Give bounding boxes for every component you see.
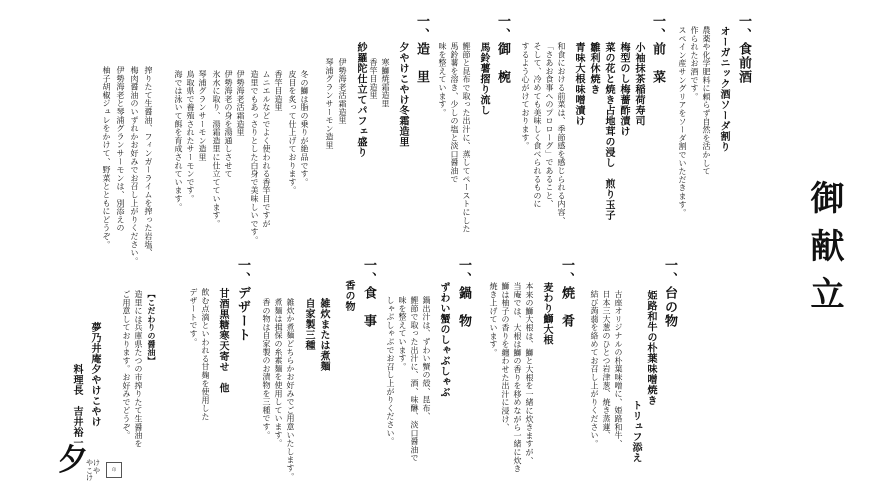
course-item: 馬鈴薯摺り流し bbox=[478, 42, 489, 116]
course-description: ムニエルなどでよく使われる香竿目ですが bbox=[262, 70, 271, 228]
course-description: 味を整えています。 bbox=[398, 296, 407, 371]
course-description: 和食における前菜は、季節感を感じられる内容、 bbox=[557, 42, 566, 225]
course-item: 菜の花と焼き占地茸の浸し 煎り玉子 bbox=[603, 42, 614, 221]
page-title: 御献立 bbox=[804, 180, 844, 324]
course-item: 香の物 bbox=[343, 280, 354, 312]
course-description: 日本三大葱のひとつ岩津葱、焼き蒸蓮、 bbox=[602, 290, 611, 440]
course-description: 伊勢海老と琴浦グランサーモンは、別添えの bbox=[116, 66, 125, 232]
course-heading-owan: 一、御 椀 bbox=[495, 14, 510, 84]
course-item: 雛利休焼き bbox=[588, 42, 599, 95]
course-description: 雑炊か煮麺どちらかお好みでご用意いたします。 bbox=[286, 298, 295, 481]
course-description: 作られたお酒です。 bbox=[690, 26, 699, 101]
course-description: 梅肉醤油のいずれかお好みでお召し上がりください。 bbox=[130, 66, 139, 266]
course-item: オーガニック酒ソーダ割り bbox=[718, 26, 729, 152]
course-description: 伊勢海老の身を湯通しさせて bbox=[224, 70, 233, 178]
course-description: スペイン産サングリアをソーダ割でいただきます。 bbox=[678, 26, 687, 217]
course-item: 紗羅陀仕立てパフェ盛り bbox=[355, 42, 366, 158]
logo-mark: 夕 bbox=[58, 443, 88, 478]
course-description: 鰹節と昆布で取った出汁に、蒸してペーストにした bbox=[462, 42, 471, 233]
course-item: 夕やけこやけ冬霜造里 bbox=[397, 42, 408, 147]
course-description: 当庵では、大根は鰤の香りを移めながら一緒に炊き bbox=[513, 282, 522, 473]
logo-seal: 印 bbox=[106, 462, 122, 478]
course-description: 冬の鰤は脂の乗りが絶品です。 bbox=[300, 70, 309, 187]
course-description: 伊勢海老活霜造里 bbox=[338, 58, 347, 125]
course-item: 甘酒黒糖寒天寄せ 他 bbox=[217, 288, 228, 393]
course-description: 伊勢海老活霜造里 bbox=[236, 70, 245, 137]
course-item: 自家製三種 bbox=[303, 298, 314, 351]
course-description: 古座オリジナルの朴葉味噌に、姫路和牛、 bbox=[614, 290, 623, 448]
course-description: 馬鈴薯を溶き、少しの塩と淡口醤油で bbox=[450, 42, 459, 184]
shop-name: 夢乃井庵夕やけこやけ bbox=[89, 322, 100, 427]
course-heading-shokuzen: 一、食前酒 bbox=[736, 14, 751, 84]
course-description: 鳥取県で養殖されたサーモンです。 bbox=[186, 70, 195, 203]
course-heading-yakimono: 一、焼 肴 bbox=[559, 258, 574, 328]
course-description: 鰤は柚子の香りを纏わせた出汁に浸け、 bbox=[501, 282, 510, 432]
kodawari-heading: 【こだわりの醤油】 bbox=[147, 290, 157, 365]
course-description: 飲む点滴といわれる甘麹を使用した bbox=[201, 288, 210, 421]
course-description: 寒鰤焼霜造里 bbox=[381, 58, 390, 108]
course-description: 海では泳いて餌を育成されています。 bbox=[174, 70, 183, 212]
course-description: 鍋出汁は、ずわい蟹の殻、昆布、 bbox=[422, 296, 431, 421]
course-description: 本来の鰤大根は、鰤と大根を一緒に炊きますが、 bbox=[525, 282, 534, 465]
chef-name: 料理長 吉井裕一 bbox=[71, 364, 82, 448]
course-description: 琴浦グランサーモン造里 bbox=[198, 70, 207, 162]
course-heading-shokuji: 一、食 事 bbox=[361, 258, 376, 328]
course-description: 結び蒟蒻を絡めてお召し上がりください。 bbox=[590, 290, 599, 448]
course-heading-zensai: 一、前 菜 bbox=[650, 14, 665, 84]
course-description: 焼き上げています。 bbox=[489, 282, 498, 357]
course-description: 煮麺は揖保の糸素麺を使用しています。 bbox=[274, 298, 283, 448]
course-description: 造里でもあっさりとした白身で美味しいです。 bbox=[250, 70, 259, 245]
course-description: そして、冷めても美味しく食べられるものに bbox=[533, 42, 542, 208]
course-description: 農薬や化学肥料に頼らず自然を活かして bbox=[702, 26, 711, 176]
course-description: 氷水に取り、湯霜造里に仕立てています。 bbox=[212, 70, 221, 228]
logo-text: やけこやけ bbox=[86, 459, 100, 483]
course-description: 香竿目造里 bbox=[274, 70, 283, 112]
course-item: 青味大根味噌漬け bbox=[573, 42, 584, 126]
course-description: 香の物は自家製のお漬物を三種です。 bbox=[262, 298, 271, 440]
course-heading-dessert: 一、デザート bbox=[235, 258, 250, 342]
course-item: 小袖抹茶稲荷寿司 bbox=[633, 42, 644, 126]
course-item: 梅型のし梅薔酢漬け bbox=[618, 42, 629, 137]
course-heading-tsukuri: 一、造 里 bbox=[414, 14, 429, 84]
course-description: しゃぶしゃぶでお召し上がりください。 bbox=[386, 296, 395, 446]
course-description: 味を整えています。 bbox=[438, 42, 447, 117]
course-description: 皮目を炙って仕上げております。 bbox=[288, 70, 297, 195]
course-description: 搾りたて生醤油、フィンガーライムを搾った岩塩、 bbox=[144, 66, 153, 257]
course-heading-dainomono: 一、台の物 bbox=[662, 258, 677, 328]
course-description: 「さあお食事へのプロローグ」であること、 bbox=[545, 42, 554, 208]
course-description: するよう心がけております。 bbox=[521, 42, 530, 150]
course-item: 雑炊または煮麺 bbox=[318, 298, 329, 372]
course-description: 香竿目造里 bbox=[369, 58, 378, 100]
course-description: 柚子胡椒ジュレをかけて、野菜とともにどうぞ。 bbox=[102, 66, 111, 249]
course-description: 琴浦グランサーモン造里 bbox=[325, 58, 334, 150]
kodawari-text: ご用意しております。お好みでどうぞ。 bbox=[122, 290, 131, 440]
course-item: 麦わり鰤大根 bbox=[541, 282, 552, 345]
course-description: デザートです。 bbox=[189, 288, 198, 347]
course-heading-nabemono: 一、鍋 物 bbox=[456, 258, 471, 328]
shop-logo bbox=[58, 443, 128, 486]
course-item: 姫路和牛の朴葉味噌焼き bbox=[645, 290, 656, 406]
kodawari-text: 造里には兵庫県たつの市搾りたて生醤油を bbox=[134, 290, 143, 448]
course-description: 鰹節で取った出汁に、酒、味醂、淡口醤油で bbox=[410, 296, 419, 462]
course-item: ずわい蟹のしゃぶしゃぶ bbox=[438, 282, 449, 398]
course-item: トリュフ添え bbox=[630, 400, 641, 463]
